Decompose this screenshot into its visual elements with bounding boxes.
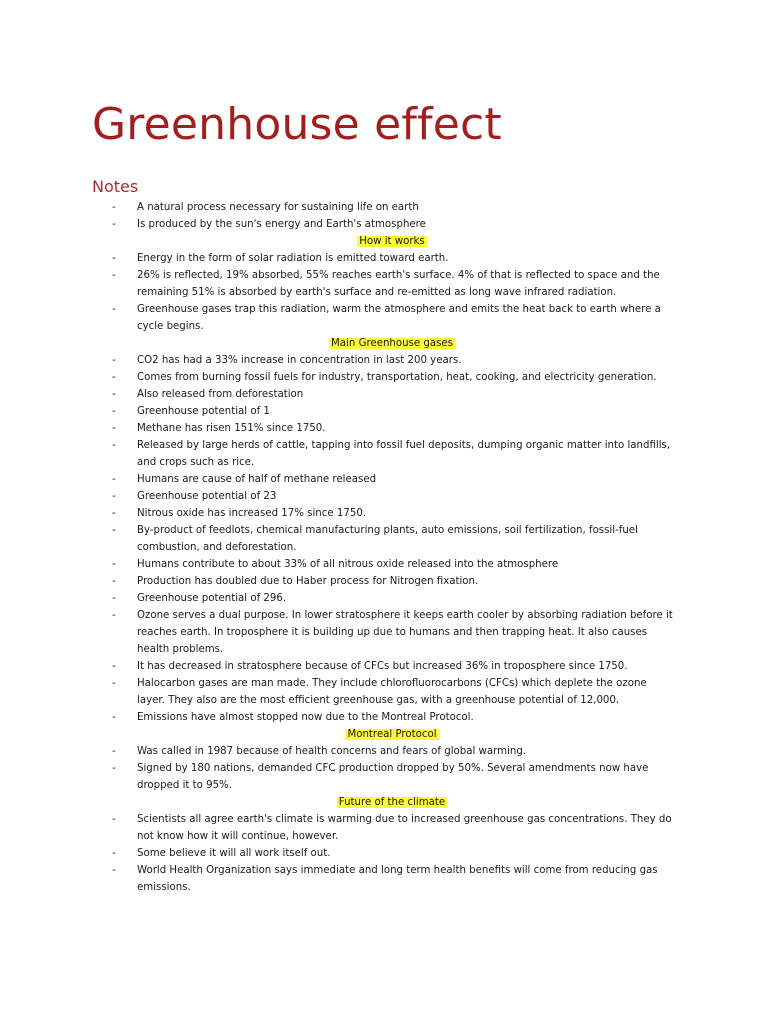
bullet-dash: - <box>112 576 116 587</box>
bullet-dash: - <box>112 474 116 485</box>
section-heading <box>112 726 672 743</box>
list-item-line: Production has doubled due to Haber process for Nitrogen fixation. <box>137 576 479 587</box>
bullet-dash: - <box>112 865 116 876</box>
list-item-line: Greenhouse potential of 23 <box>137 491 277 502</box>
list-item-line: Greenhouse potential of 296. <box>137 593 287 604</box>
list-item <box>112 743 672 760</box>
list-item <box>112 675 672 709</box>
list-item <box>112 250 672 267</box>
list-item <box>112 607 672 658</box>
list-item <box>112 216 672 233</box>
list-item-line: and crops such as rice. <box>137 457 255 468</box>
list-item-line: Comes from burning fossil fuels for industry, transportation, heat, cooking, and electricity generation. <box>137 372 657 383</box>
list-item-line: emissions. <box>137 882 191 893</box>
highlighted-heading-text: How it works <box>359 236 425 247</box>
list-item-line: Emissions have almost stopped now due to the Montreal Protocol. <box>137 712 474 723</box>
list-item <box>112 488 672 505</box>
list-item-line: Methane has risen 151% since 1750. <box>137 423 326 434</box>
section-heading <box>112 233 672 250</box>
list-item-line: A natural process necessary for sustaining life on earth <box>137 202 419 213</box>
bullet-dash: - <box>112 525 116 536</box>
list-item-line: Also released from deforestation <box>137 389 304 400</box>
bullet-dash: - <box>112 763 116 774</box>
list-item <box>112 199 672 216</box>
bullet-dash: - <box>112 678 116 689</box>
list-item-line: Released by large herds of cattle, tapping into fossil fuel deposits, dumping organic matter into landfills, <box>137 440 671 451</box>
list-item <box>112 267 672 301</box>
list-item <box>112 352 672 369</box>
bullet-dash: - <box>112 423 116 434</box>
list-item-line: Signed by 180 nations, demanded CFC production dropped by 50%. Several amendments now have <box>137 763 649 774</box>
list-item-line: Scientists all agree earth's climate is warming due to increased greenhouse gas concentrations. They do <box>137 814 672 825</box>
bullet-dash: - <box>112 389 116 400</box>
notes-list <box>112 199 672 896</box>
list-item-line: Humans are cause of half of methane released <box>137 474 377 485</box>
bullet-dash: - <box>112 270 116 281</box>
list-item <box>112 386 672 403</box>
bullet-dash: - <box>112 610 116 621</box>
bullet-dash: - <box>112 559 116 570</box>
bullet-dash: - <box>112 491 116 502</box>
section-heading <box>112 335 672 352</box>
bullet-dash: - <box>112 661 116 672</box>
bullet-dash: - <box>112 219 116 230</box>
list-item-line: 26% is reflected, 19% absorbed, 55% reaches earth's surface. 4% of that is reflected to space and the <box>137 270 660 281</box>
highlighted-heading-text: Main Greenhouse gases <box>331 338 453 349</box>
list-item-line: World Health Organization says immediate and long term health benefits will come from reducing gas <box>137 865 658 876</box>
list-item <box>112 369 672 386</box>
list-item-line: Greenhouse gases trap this radiation, warm the atmosphere and emits the heat back to earth where a <box>137 304 661 315</box>
list-item <box>112 437 672 471</box>
bullet-dash: - <box>112 746 116 757</box>
list-item-line: Humans contribute to about 33% of all nitrous oxide released into the atmosphere <box>137 559 559 570</box>
list-item-line: remaining 51% is absorbed by earth's surface and re-emitted as long wave infrared radiation. <box>137 287 617 298</box>
list-item-line: Nitrous oxide has increased 17% since 1750. <box>137 508 367 519</box>
bullet-dash: - <box>112 355 116 366</box>
list-item <box>112 845 672 862</box>
bullet-dash: - <box>112 712 116 723</box>
list-item-line: CO2 has had a 33% increase in concentration in last 200 years. <box>137 355 462 366</box>
bullet-dash: - <box>112 304 116 315</box>
list-item-line: Some believe it will all work itself out. <box>137 848 331 859</box>
list-item <box>112 573 672 590</box>
bullet-dash: - <box>112 372 116 383</box>
bullet-dash: - <box>112 508 116 519</box>
list-item-line: Energy in the form of solar radiation is emitted toward earth. <box>137 253 449 264</box>
section-subtitle: Notes <box>92 177 139 196</box>
list-item-line: layer. They also are the most efficient greenhouse gas, with a greenhouse potential of 12,000. <box>137 695 620 706</box>
bullet-dash: - <box>112 440 116 451</box>
list-item-line: reaches earth. In troposphere it is building up due to humans and then trapping heat. It also causes <box>137 627 648 638</box>
list-item <box>112 301 672 335</box>
list-item <box>112 505 672 522</box>
list-item <box>112 590 672 607</box>
bullet-dash: - <box>112 406 116 417</box>
list-item <box>112 760 672 794</box>
list-item-line: combustion, and deforestation. <box>137 542 297 553</box>
list-item <box>112 471 672 488</box>
bullet-dash: - <box>112 814 116 825</box>
list-item-line: Is produced by the sun's energy and Earth's atmosphere <box>137 219 426 230</box>
highlighted-heading-text: Future of the climate <box>338 797 446 808</box>
page-title: Greenhouse effect <box>92 99 502 150</box>
list-item <box>112 709 672 726</box>
list-item-line: Ozone serves a dual purpose. In lower stratosphere it keeps earth cooler by absorbing radiation before it <box>137 610 673 621</box>
list-item-line: cycle begins. <box>137 321 204 332</box>
section-heading <box>112 794 672 811</box>
list-item <box>112 811 672 845</box>
list-item <box>112 420 672 437</box>
list-item-line: It has decreased in stratosphere because of CFCs but increased 36% in troposphere since 1750. <box>137 661 628 672</box>
list-item-line: health problems. <box>137 644 224 655</box>
list-item-line: not know how it will continue, however. <box>137 831 339 842</box>
list-item <box>112 522 672 556</box>
list-item <box>112 403 672 420</box>
bullet-dash: - <box>112 593 116 604</box>
list-item <box>112 658 672 675</box>
list-item-line: Greenhouse potential of 1 <box>137 406 270 417</box>
bullet-dash: - <box>112 848 116 859</box>
bullet-dash: - <box>112 253 116 264</box>
list-item-line: dropped it to 95%. <box>137 780 232 791</box>
list-item <box>112 556 672 573</box>
list-item <box>112 862 672 896</box>
list-item-line: Halocarbon gases are man made. They include chlorofluorocarbons (CFCs) which deplete the ozone <box>137 678 647 689</box>
highlighted-heading-text: Montreal Protocol <box>347 729 437 740</box>
list-item-line: By-product of feedlots, chemical manufacturing plants, auto emissions, soil fertilization, fossil-fuel <box>137 525 638 536</box>
bullet-dash: - <box>112 202 116 213</box>
list-item-line: Was called in 1987 because of health concerns and fears of global warming. <box>137 746 527 757</box>
